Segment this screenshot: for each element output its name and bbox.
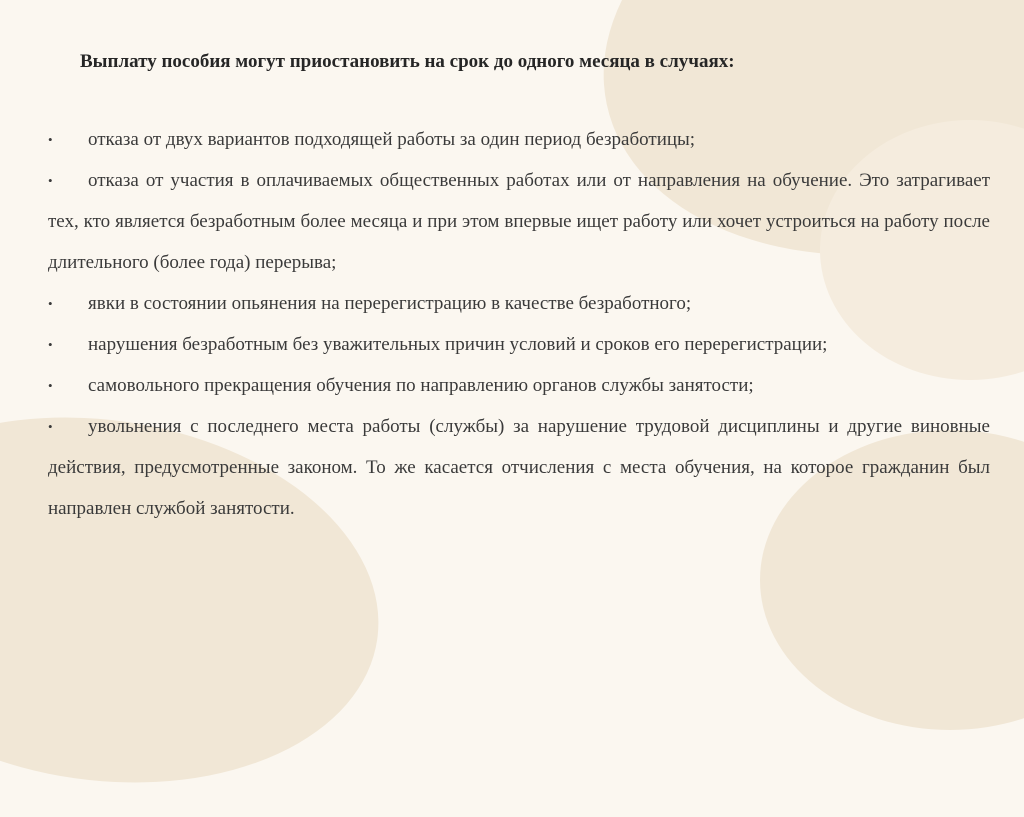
list-item xyxy=(48,406,990,529)
list-item-text: явки в состоянии опьянения на перерегистрацию в качестве безработного; xyxy=(88,293,692,314)
list-item xyxy=(48,160,990,283)
bullet-list xyxy=(48,119,990,529)
list-item-text: отказа от участия в оплачиваемых общественных работах или от направления на обучение. Это затрагивает тех, кто является безработным более месяца и при этом впервые ищет работу или хочет устроиться на работу после длительного (более года) перерыва; xyxy=(48,170,990,273)
bullet-marker: • xyxy=(48,173,53,188)
bullet-marker: • xyxy=(48,378,53,393)
slide-title: Выплату пособия могут приостановить на срок до одного месяца в случаях: xyxy=(80,51,735,72)
list-item-text: самовольного прекращения обучения по направлению органов службы занятости; xyxy=(88,375,754,396)
bullet-marker: • xyxy=(48,296,53,311)
list-item xyxy=(48,119,990,160)
list-item xyxy=(48,365,990,406)
list-item xyxy=(48,283,990,324)
slide-content xyxy=(48,48,990,529)
bullet-marker: • xyxy=(48,337,53,352)
bullet-marker: • xyxy=(48,419,53,434)
list-item-text: увольнения с последнего места работы (службы) за нарушение трудовой дисциплины и другие виновные действия, предусмотренные законом. То же касается отчисления с места обучения, на которое гражданин был направлен службой занятости. xyxy=(48,416,990,519)
list-item xyxy=(48,324,990,365)
bullet-marker: • xyxy=(48,132,53,147)
list-item-text: нарушения безработным без уважительных причин условий и сроков его перерегистрации; xyxy=(88,334,828,355)
list-item-text: отказа от двух вариантов подходящей работы за один период безработицы; xyxy=(88,129,696,150)
